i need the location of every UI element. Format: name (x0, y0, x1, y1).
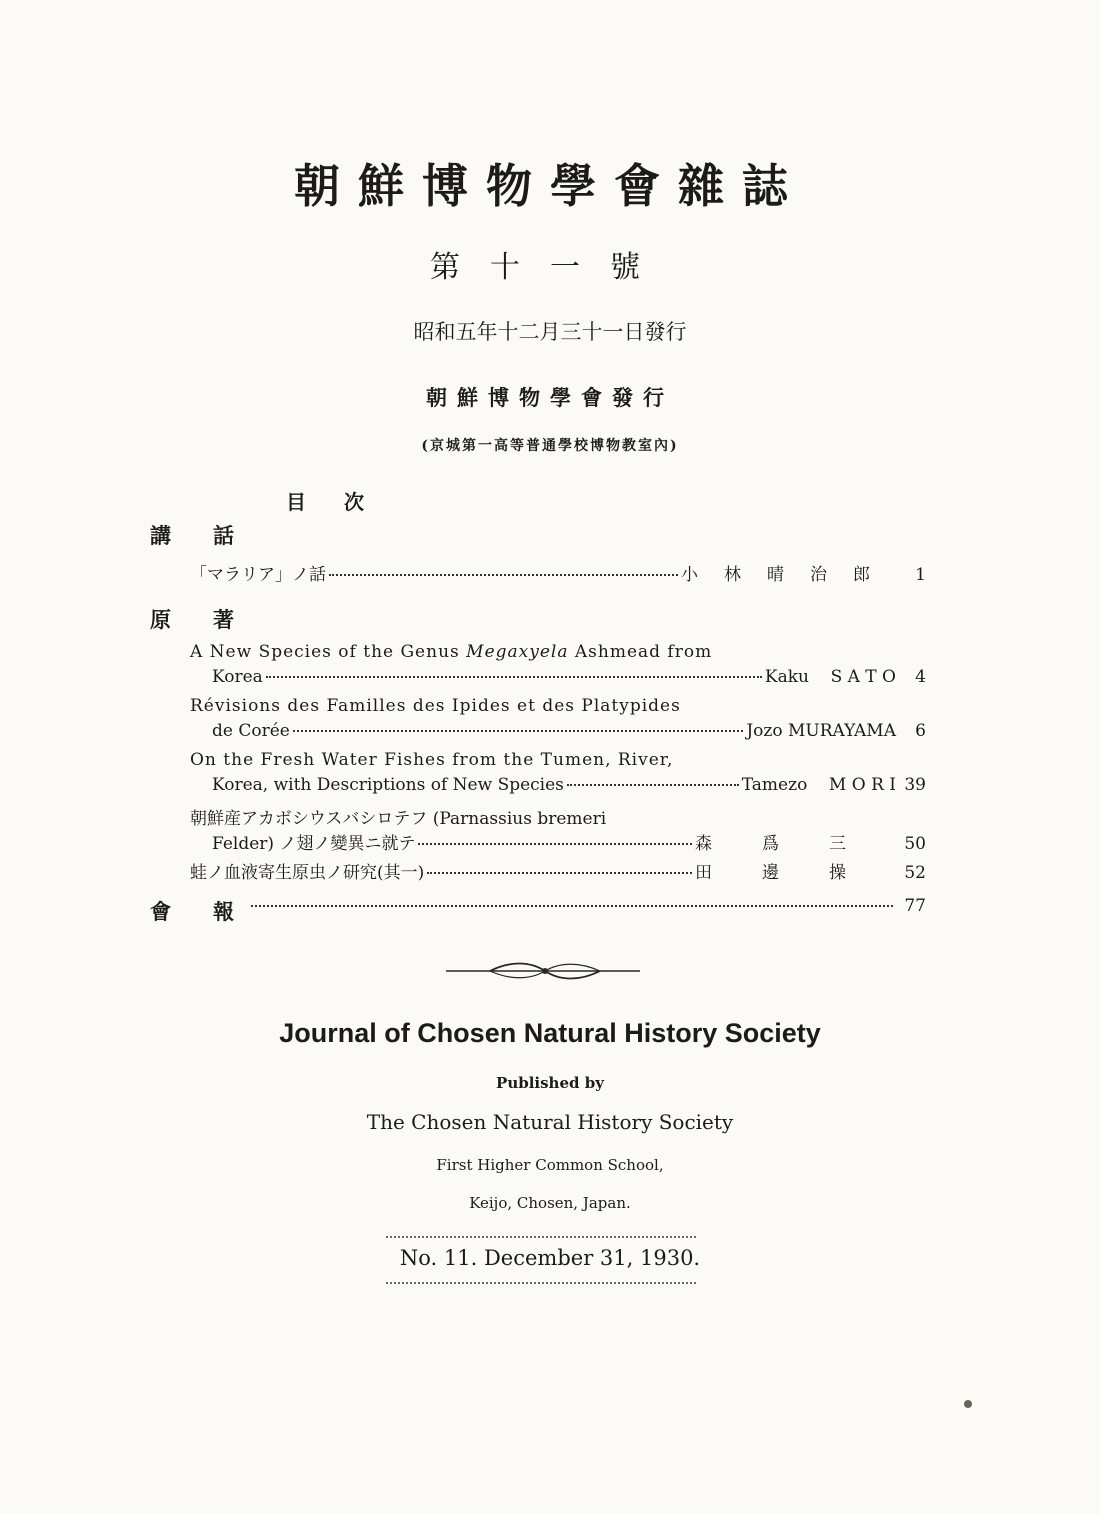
entry-title-cont: Korea (212, 667, 263, 687)
issue-number-japanese: 第十一號 (430, 250, 670, 285)
dot-leader (329, 574, 678, 576)
entry-page: 77 (904, 896, 926, 916)
entry-page: 50 (904, 834, 926, 854)
address-japanese: (京城第一高等普通學校博物教室內) (421, 438, 679, 454)
entry-page: 39 (904, 775, 926, 795)
entry-title-cont: de Corée (212, 721, 290, 741)
toc-entry-1 (190, 642, 926, 692)
section-original: 原著 (150, 607, 276, 632)
society-name: The Chosen Natural History Society (366, 1110, 734, 1134)
location: Keijo, Chosen, Japan. (469, 1194, 631, 1212)
paper-speck (964, 1400, 972, 1408)
entry-title-cont: Korea, with Descriptions of New Species (212, 775, 564, 795)
entry-title: 朝鮮産アカボシウスバシロテフ (Parnassius bremeri (190, 809, 607, 829)
entry-author: 小林晴治郎 (681, 565, 896, 585)
issue-line: No. 11. December 31, 1930. (399, 1246, 701, 1270)
dot-leader (251, 905, 893, 907)
published-by: Published by (496, 1074, 604, 1092)
section-lecture: 講話 (150, 523, 276, 548)
dot-leader (567, 784, 739, 786)
dot-leader (418, 843, 692, 845)
school-name: First Higher Common School, (436, 1156, 664, 1174)
publisher-japanese: 朝鮮博物學會發行 (426, 385, 674, 410)
entry-author: 田邊操 (695, 863, 896, 883)
toc-entry-5 (190, 858, 926, 883)
entry-page: 1 (915, 565, 926, 585)
dot-leader (266, 676, 762, 678)
divider-top (386, 1236, 696, 1238)
toc-entry-4 (190, 804, 926, 854)
entry-author: 森爲三 (695, 834, 896, 854)
section-report: 會報 (150, 899, 276, 924)
entry-title: 「マラリア」ノ話 (190, 565, 326, 585)
toc-heading: 目次 (286, 490, 402, 514)
journal-title-english: Journal of Chosen Natural History Society (279, 1018, 821, 1048)
divider-bottom (386, 1282, 696, 1284)
dot-leader (427, 872, 692, 874)
flourish-ornament-icon (440, 956, 650, 986)
entry-author: Tamezo M O R I (741, 775, 896, 795)
entry-title-cont: Felder) ノ翅ノ變異ニ就テ (212, 834, 416, 854)
entry-title: On the Fresh Water Fishes from the Tumen, River, (190, 750, 674, 770)
entry-author: Kaku S A T O (764, 667, 896, 687)
journal-title-japanese: 朝鮮博物學會雜誌 (294, 159, 806, 213)
entry-page: 52 (904, 863, 926, 883)
toc-entry-3 (190, 750, 926, 800)
entry-page: 6 (915, 721, 926, 741)
toc-entry-report (248, 896, 926, 921)
dot-leader (293, 730, 744, 732)
toc-entry-lecture (190, 560, 926, 585)
entry-title: 蛙ノ血液寄生原虫ノ研究(其一) (190, 863, 425, 883)
entry-author: Jozo MURAYAMA (746, 721, 896, 741)
issue-date-japanese: 昭和五年十二月三十一日發行 (413, 320, 687, 344)
toc-entry-2 (190, 696, 926, 746)
entry-title: A New Species of the Genus Megaxyela Ashmead from (190, 642, 713, 662)
entry-page: 4 (915, 667, 926, 687)
entry-title: Révisions des Familles des Ipides et des Platypides (190, 696, 681, 716)
